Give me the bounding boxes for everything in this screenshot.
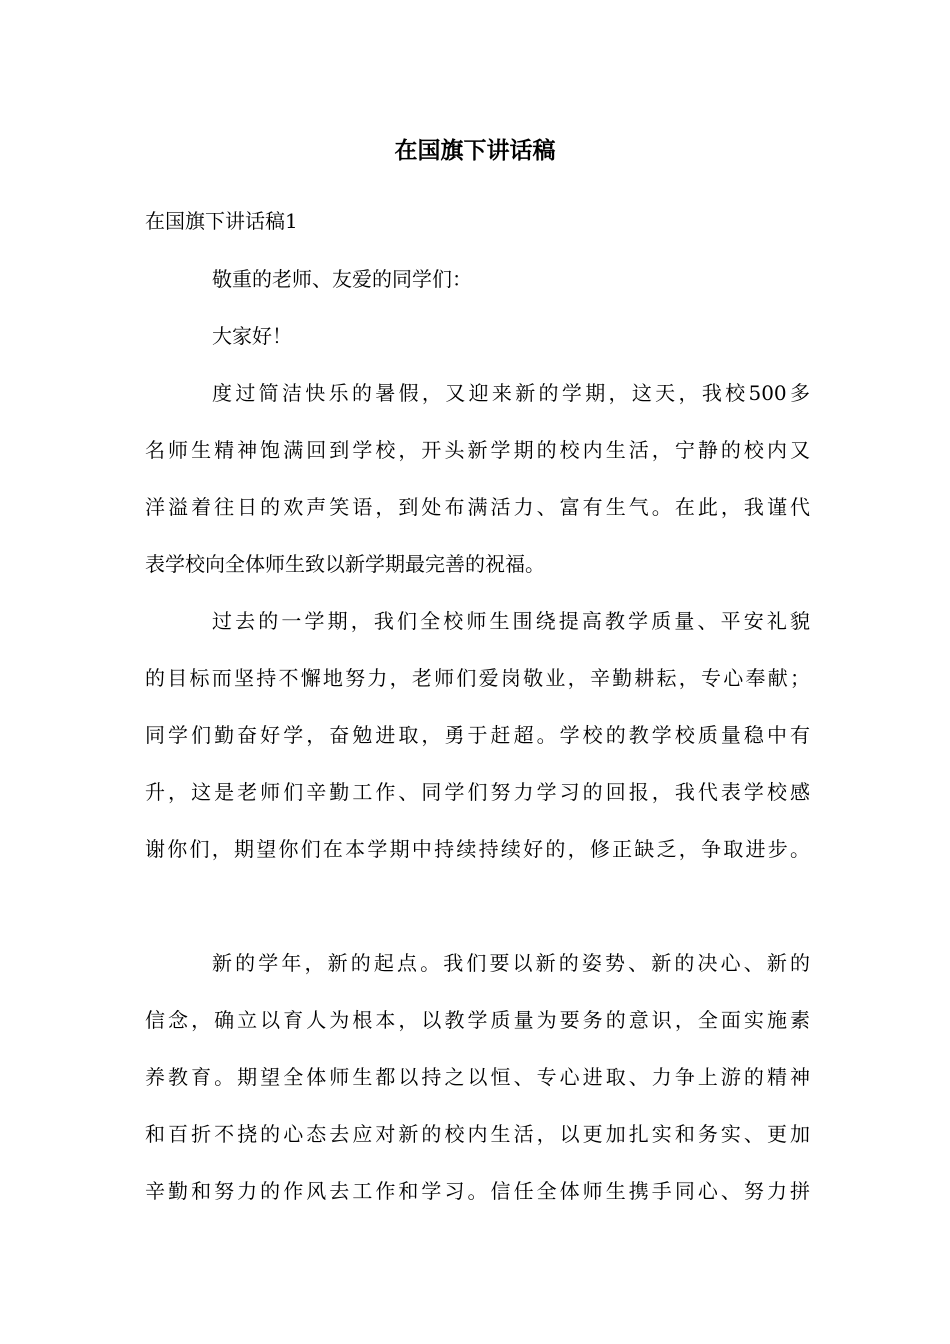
paragraph-1-line-3: 洋溢着往日的欢声笑语，到处布满活力、富有生气。在此，我谨代 [145,495,810,519]
paragraph-3-line-2: 信念，确立以育人为根本，以教学质量为要务的意识，全面实施素 [145,1008,810,1032]
paragraph-1-line-4: 表学校向全体师生致以新学期最完善的祝福。 [145,552,545,576]
paragraph-3-line-4: 和百折不挠的心态去应对新的校内生活，以更加扎实和务实、更加 [145,1122,810,1146]
section-heading: 在国旗下讲话稿1 [145,209,298,233]
paragraph-2-line-4: 升，这是老师们辛勤工作、同学们努力学习的回报，我代表学校感 [145,780,810,804]
paragraph-3-line-3: 养教育。期望全体师生都以持之以恒、专心进取、力争上游的精神 [145,1065,810,1089]
paragraph-1-line-1: 度过简洁快乐的暑假，又迎来新的学期，这天，我校500多 [212,381,810,405]
paragraph-2-line-2: 的目标而坚持不懈地努力，老师们爱岗敬业，辛勤耕耘，专心奉献； [145,666,810,690]
paragraph-2-line-3: 同学们勤奋好学，奋勉进取，勇于赶超。学校的教学校质量稳中有 [145,723,810,747]
document-title: 在国旗下讲话稿 [394,137,556,164]
paragraph-1-line-2: 名师生精神饱满回到学校，开头新学期的校内生活，宁静的校内又 [145,438,810,462]
salutation: 敬重的老师、友爱的同学们： [212,267,472,291]
paragraph-2-line-1: 过去的一学期，我们全校师生围绕提高教学质量、平安礼貌 [212,609,810,633]
paragraph-3-line-1: 新的学年，新的起点。我们要以新的姿势、新的决心、新的 [212,951,810,975]
greeting: 大家好！ [212,324,292,348]
paragraph-3-line-5: 辛勤和努力的作风去工作和学习。信任全体师生携手同心、努力拼 [145,1179,810,1203]
paragraph-2-line-5: 谢你们，期望你们在本学期中持续持续好的，修正缺乏，争取进步。 [145,837,810,861]
